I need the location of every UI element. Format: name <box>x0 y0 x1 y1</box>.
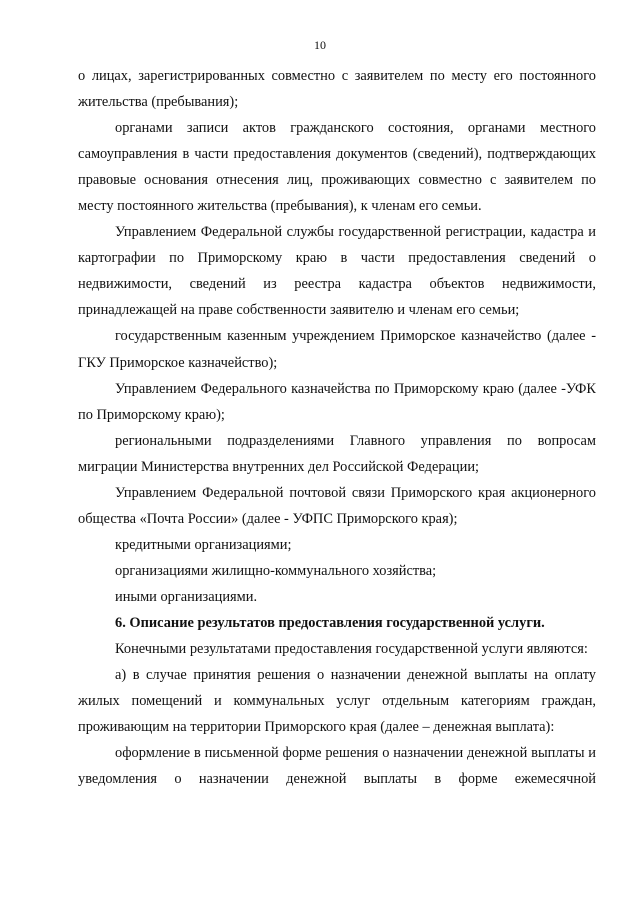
page-body <box>78 63 596 792</box>
paragraph: организациями жилищно-коммунального хозяйства; <box>115 562 437 579</box>
page-number: 10 <box>314 38 326 52</box>
paragraph: Управлением Федерального казначейства по Приморскому краю (далее -УФК по Приморскому краю); <box>78 380 596 423</box>
paragraph: органами записи актов гражданского состояния, органами местного самоуправления в части предоставления документов (сведений), подтверждающих правовые основания отнесения лиц, проживающих совместно с заявителем по месту постоянного жительства (пребывания), к членам его семьи. <box>78 120 596 215</box>
paragraph: региональными подразделениями Главного управления по вопросам миграции Министерства внутренних дел Российской Федерации; <box>78 432 596 475</box>
paragraph: иными организациями. <box>115 588 258 605</box>
paragraph: оформление в письменной форме решения о назначении денежной выплаты и уведомления о назначении денежной выплаты в форме ежемесячной <box>78 745 596 788</box>
paragraph: Конечными результатами предоставления государственной услуги являются: <box>115 641 588 658</box>
paragraph: государственным казенным учреждением Приморское казначейство (далее - ГКУ Приморское казначейство); <box>78 328 596 371</box>
section-heading: 6. Описание результатов предоставления государственной услуги. <box>115 614 545 631</box>
paragraph: Управлением Федеральной почтовой связи Приморского края акционерного общества «Почта России» (далее - УФПС Приморского края); <box>78 484 596 527</box>
paragraph: Управлением Федеральной службы государственной регистрации, кадастра и картографии по Приморскому краю в части предоставления сведений о недвижимости, сведений из реестра кадастра объектов недвижимости, принадлежащей на праве собственности заявителю и членам его семьи; <box>78 224 596 319</box>
paragraph: о лицах, зарегистрированных совместно с заявителем по месту его постоянного жительства (пребывания); <box>78 68 596 111</box>
paragraph: кредитными организациями; <box>115 536 292 553</box>
paragraph: а) в случае принятия решения о назначении денежной выплаты на оплату жилых помещений и коммунальных услуг отдельным категориям граждан, проживающим на территории Приморского края (далее – денежная выплата): <box>78 667 596 736</box>
